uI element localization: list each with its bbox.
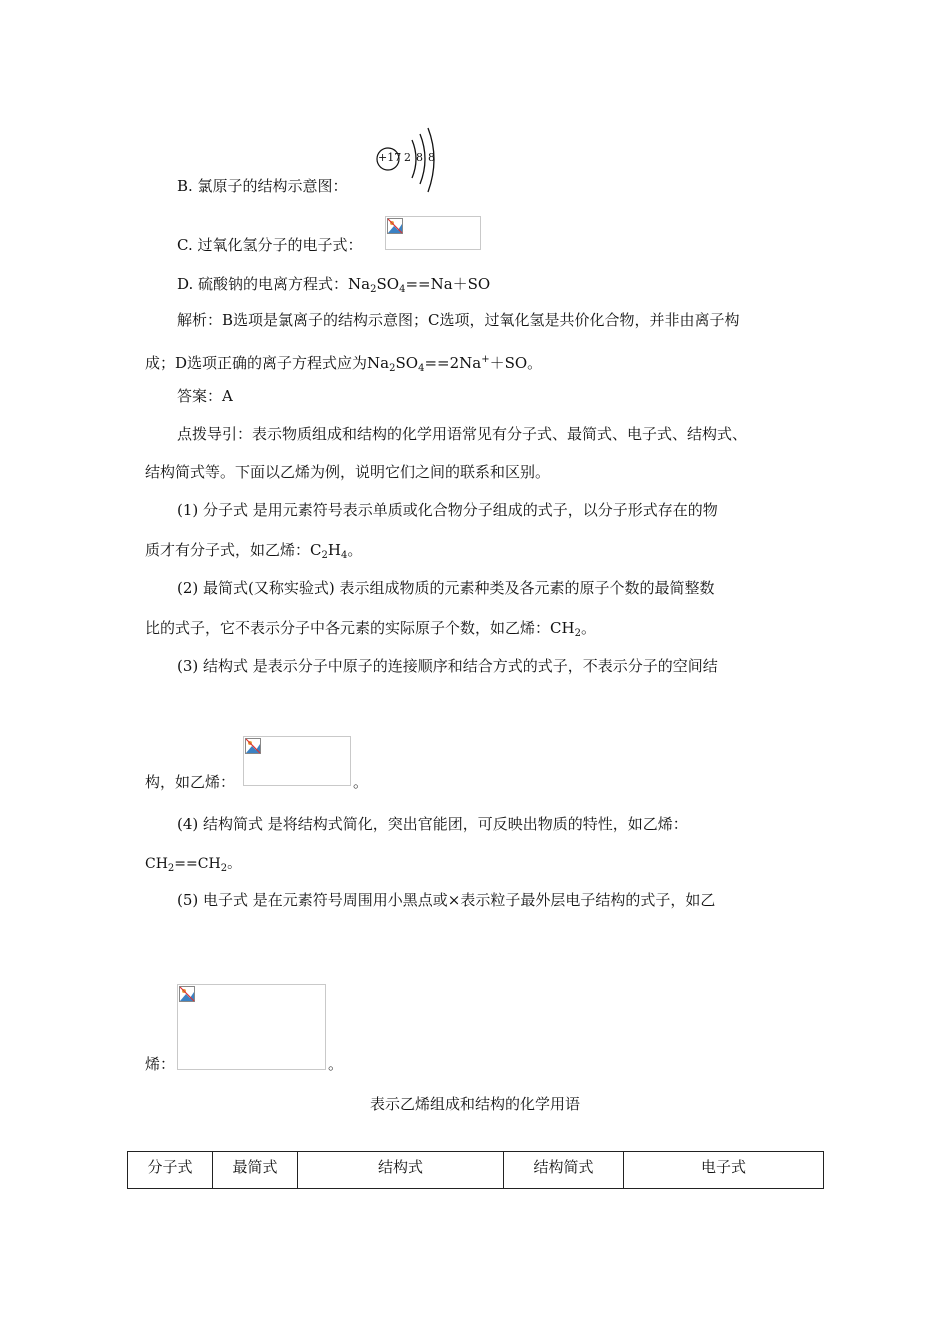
shell-1-electrons: 2 — [404, 151, 411, 164]
analysis-line-2: 成；D选项正确的离子方程式应为$Na_2SO_4==2Na^++SO$。 — [145, 354, 543, 374]
nucleus-charge: +17 — [378, 151, 402, 164]
ethylene-electron-formula-image — [177, 984, 326, 1070]
header-condensed-formula: 结构简式 — [504, 1152, 624, 1189]
item-2-line-1: (2) 最简式(又称实验式) 表示组成物质的元素种类及各元素的原子个数的最简整数 — [177, 579, 715, 597]
table-header-row — [128, 1152, 824, 1189]
item-5-end-mark: 。 — [328, 1055, 344, 1073]
item-1-line-1: (1) 分子式 是用元素符号表示单质或化合物分子组成的式子，以分子形式存在的物 — [177, 501, 718, 519]
ethylene-terms-table — [127, 1151, 824, 1189]
peroxide-electron-formula-image — [385, 216, 481, 250]
option-b: B. 氯原子的结构示意图： — [177, 177, 348, 195]
broken-image-icon — [245, 738, 261, 754]
guide-line-1: 点拨导引：表示物质组成和结构的化学用语常见有分子式、最简式、电子式、结构式、 — [177, 425, 748, 443]
item-3-end-mark: 。 — [353, 773, 369, 791]
shell-3-electrons: 8 — [428, 151, 435, 164]
option-d: D. 硫酸钠的电离方程式：$Na_2SO_4==Na+SO$ — [177, 275, 491, 295]
shell-2-electrons: 8 — [416, 151, 423, 164]
item-3-line-1: (3) 结构式 是表示分子中原子的连接顺序和结合方式的式子，不表示分子的空间结 — [177, 657, 718, 675]
header-electron-formula: 电子式 — [624, 1152, 824, 1189]
item-4-line-1: (4) 结构简式 是将结构式简化，突出官能团，可反映出物质的特性，如乙烯： — [177, 815, 688, 833]
broken-image-icon — [179, 986, 195, 1002]
guide-line-2: 结构简式等。下面以乙烯为例，说明它们之间的联系和区别。 — [145, 463, 551, 481]
header-structural-formula: 结构式 — [298, 1152, 504, 1189]
item-2-line-2: 比的式子，它不表示分子中各元素的实际原子个数，如乙烯：$CH_2$。 — [145, 619, 596, 639]
option-c: C. 过氧化氢分子的电子式： — [177, 236, 363, 254]
broken-image-icon — [387, 218, 403, 234]
answer: 答案：A — [177, 387, 233, 405]
table-caption: 表示乙烯组成和结构的化学用语 — [369, 1095, 580, 1113]
item-1-line-2: 质才有分子式，如乙烯：$C_2H_4$。 — [145, 541, 363, 561]
item-3-line-2: 构，如乙烯： — [145, 773, 236, 791]
ethylene-structural-formula-image — [243, 736, 351, 786]
item-4-line-2: $CH_2==CH_2$。 — [145, 856, 242, 874]
item-5-line-1: (5) 电子式 是在元素符号周围用小黑点或×表示粒子最外层电子结构的式子，如乙 — [177, 891, 716, 909]
header-molecular-formula: 分子式 — [128, 1152, 213, 1189]
header-empirical-formula: 最简式 — [213, 1152, 298, 1189]
analysis-line-1: 解析：B选项是氯离子的结构示意图；C选项，过氧化氢是共价化合物，并非由离子构 — [177, 311, 740, 329]
chlorine-structure-diagram — [374, 126, 444, 194]
item-5-line-2: 烯： — [145, 1055, 176, 1073]
